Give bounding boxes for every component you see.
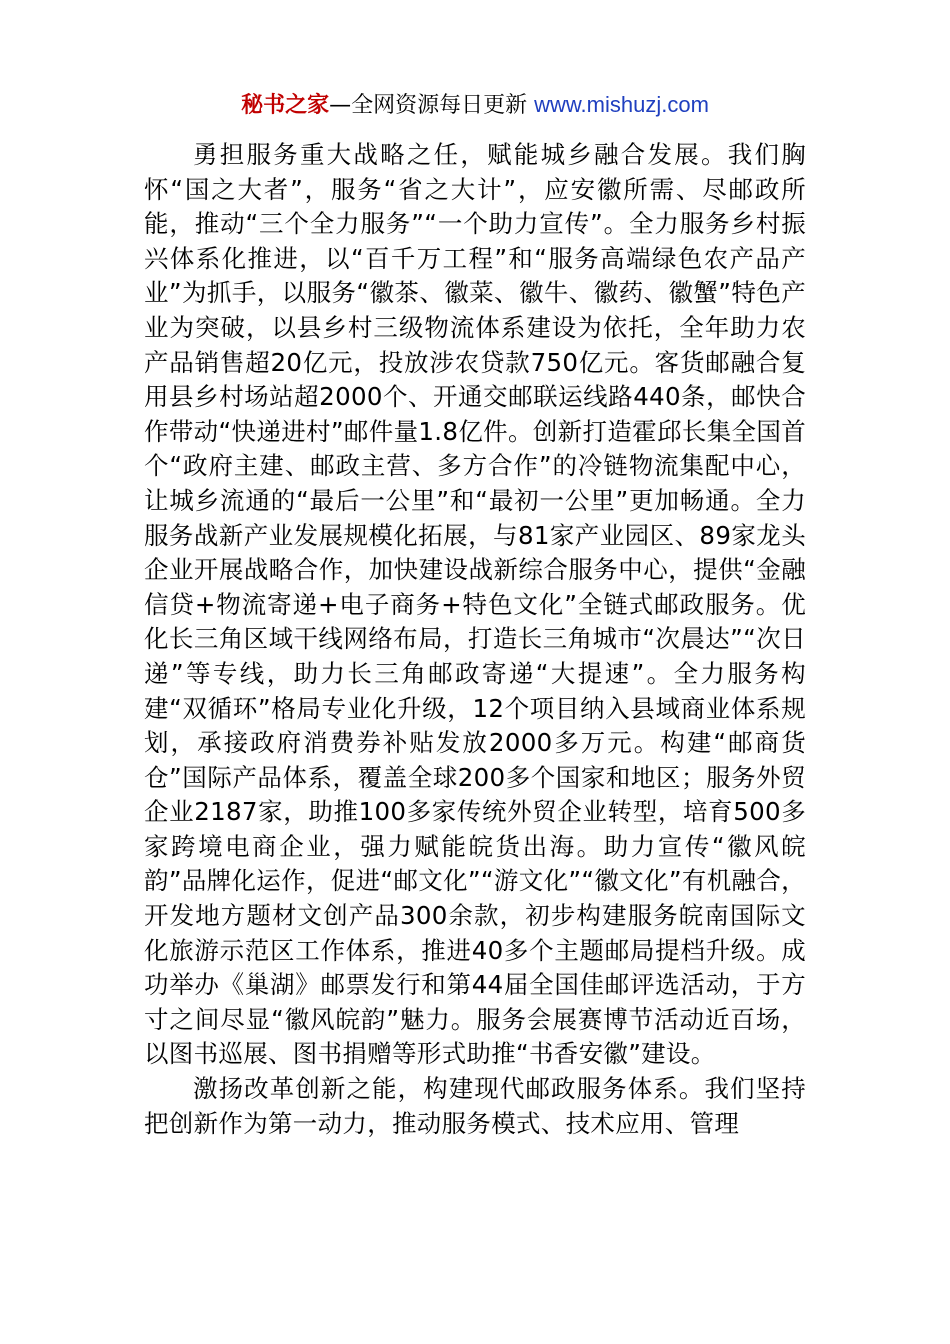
paragraph-2: 激扬改革创新之能，构建现代邮政服务体系。我们坚持把创新作为第一动力，推动服务模式、技术应用、管理 [144, 1074, 806, 1138]
header-tagline: —全网资源每日更新 [329, 93, 535, 118]
brand-name: 秘书之家 [241, 93, 330, 118]
site-header [0, 88, 950, 123]
site-url-link[interactable]: www.mishuzj.com [534, 92, 709, 117]
paragraph-1: 勇担服务重大战略之任，赋能城乡融合发展。我们胸怀“国之大者”，服务“省之大计”，应安徽所需、尽邮政所能，推动“三个全力服务”“一个助力宣传”。全力服务乡村振兴体系化推进，以“百千万工程”和“服务高端绿色农产品产业”为抓手，以服务“徽茶、徽菜、徽牛、徽药、徽蟹”特色产业为突破，以县乡村三级物流体系建设为依托，全年助力农产品销售超20亿元，投放涉农贷款750亿元。客货邮融合复用县乡村场站超2000个、开通交邮联运线路440条，邮快合作带动“快递进村”邮件量1.8亿件。创新打造霍邱长集全国首个“政府主建、邮政主营、多方合作”的冷链物流集配中心，让城乡流通的“最后一公里”和“最初一公里”更加畅通。全力服务战新产业发展规模化拓展，与81家产业园区、89家龙头企业开展战略合作，加快建设战新综合服务中心，提供“金融信贷+物流寄递+电子商务+特色文化”全链式邮政服务。优化长三角区域干线网络布局，打造长三角城市“次晨达”“次日递”等专线，助力长三角邮政寄递“大提速”。全力服务构建“双循环”格局专业化升级，12个项目纳入县域商业体系规划，承接政府消费券补贴发放2000多万元。构建“邮商货仓”国际产品体系，覆盖全球200多个国家和地区；服务外贸企业2187家，助推100多家传统外贸企业转型，培育500多家跨境电商企业，强力赋能皖货出海。助力宣传“徽风皖韵”品牌化运作，促进“邮文化”“游文化”“徽文化”有机融合，开发地方题材文创产品300余款，初步构建服务皖南国际文化旅游示范区工作体系，推进40多个主题邮局提档升级。成功举办《巢湖》邮票发行和第44届全国佳邮评选活动，于方寸之间尽显“徽风皖韵”魅力。服务会展赛博节活动近百场，以图书巡展、图书捐赠等形式助推“书香安徽”建设。 [144, 140, 806, 1069]
document-body [144, 138, 806, 1141]
